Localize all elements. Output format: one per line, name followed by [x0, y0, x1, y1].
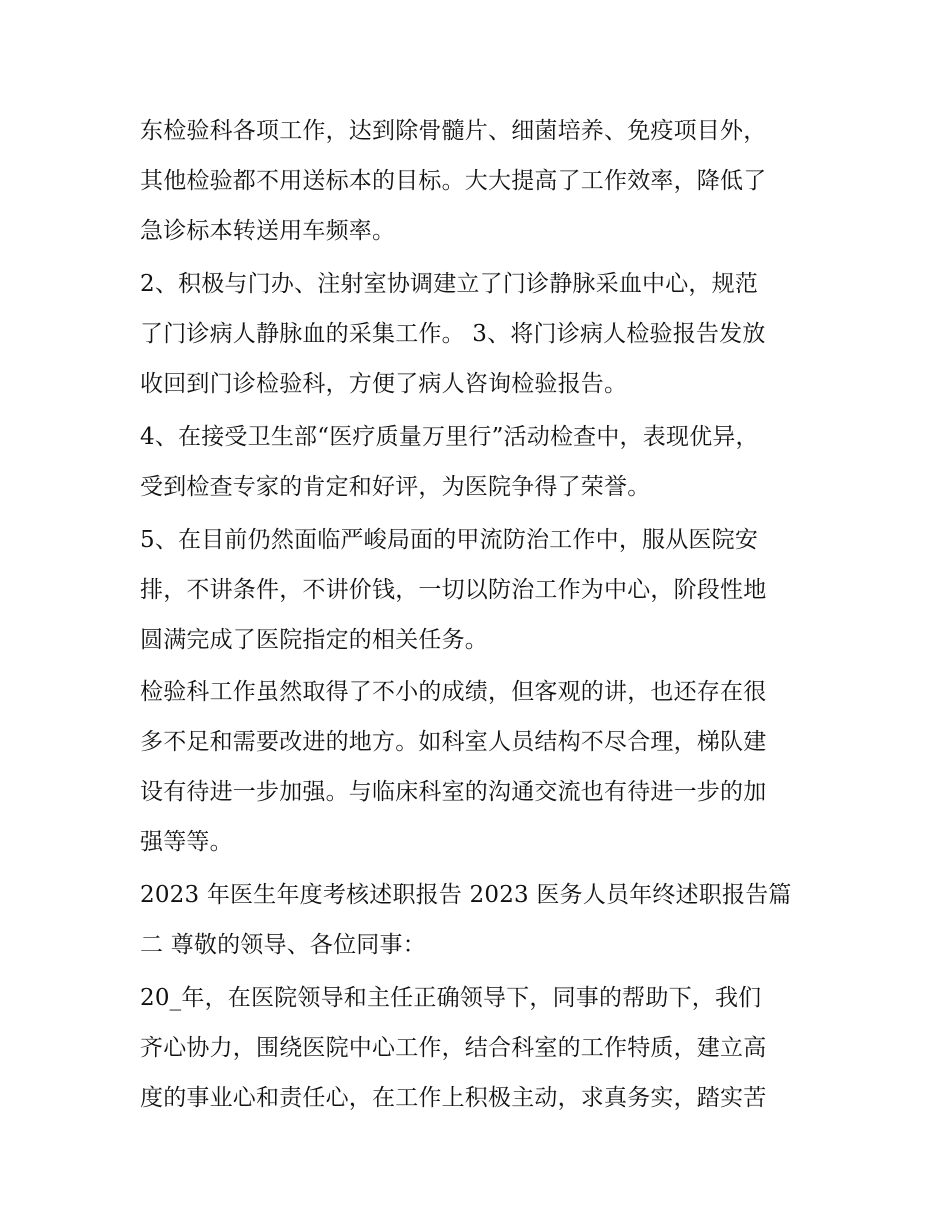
text-line: 受到检查专家的肯定和好评，为医院争得了荣誉。	[140, 474, 651, 500]
text-line: 检验科工作虽然取得了不小的成绩，但客观的讲，也还存在很	[140, 679, 767, 705]
text-line: 其他检验都不用送标本的目标。大大提高了工作效率，降低了	[140, 168, 767, 194]
text-line: 圆满完成了医院指定的相关任务。	[140, 627, 488, 653]
text-line: 2023 年医生年度考核述职报告 2023 医务人员年终述职报告篇	[140, 882, 792, 908]
text-line: 5、在目前仍然面临严峻局面的甲流防治工作中，服从医院安	[140, 527, 759, 553]
text-line: 4、在接受卫生部“医疗质量万里行”活动检查中，表现优异，	[140, 424, 759, 450]
text-line: 度的事业心和责任心，在工作上积极主动，求真务实，踏实苦	[140, 1085, 767, 1111]
text-line: 排，不讲条件，不讲价钱，一切以防治工作为中心，阶段性地	[140, 577, 767, 603]
text-line: 齐心协力，围绕医院中心工作，结合科室的工作特质，建立高	[140, 1035, 767, 1061]
text-line: 20_年，在医院领导和主任正确领导下，同事的帮助下，我们	[140, 985, 762, 1011]
text-line: 设有待进一步加强。与临床科室的沟通交流也有待进一步的加	[140, 779, 767, 805]
text-line: 急诊标本转送用车频率。	[140, 218, 396, 244]
text-line: 了门诊病人静脉血的采集工作。 3、将门诊病人检验报告发放	[140, 321, 766, 347]
text-line: 多不足和需要改进的地方。如科室人员结构不尽合理，梯队建	[140, 729, 767, 755]
text-line: 2、积极与门办、注射室协调建立了门诊静脉采血中心，规范	[140, 271, 759, 297]
text-line: 东检验科各项工作，达到除骨髓片、细菌培养、免疫项目外，	[140, 118, 767, 144]
text-line: 收回到门诊检验科，方便了病人咨询检验报告。	[140, 371, 628, 397]
text-line: 强等等。	[140, 829, 233, 855]
text-line: 二 尊敬的领导、各位同事：	[140, 932, 426, 958]
